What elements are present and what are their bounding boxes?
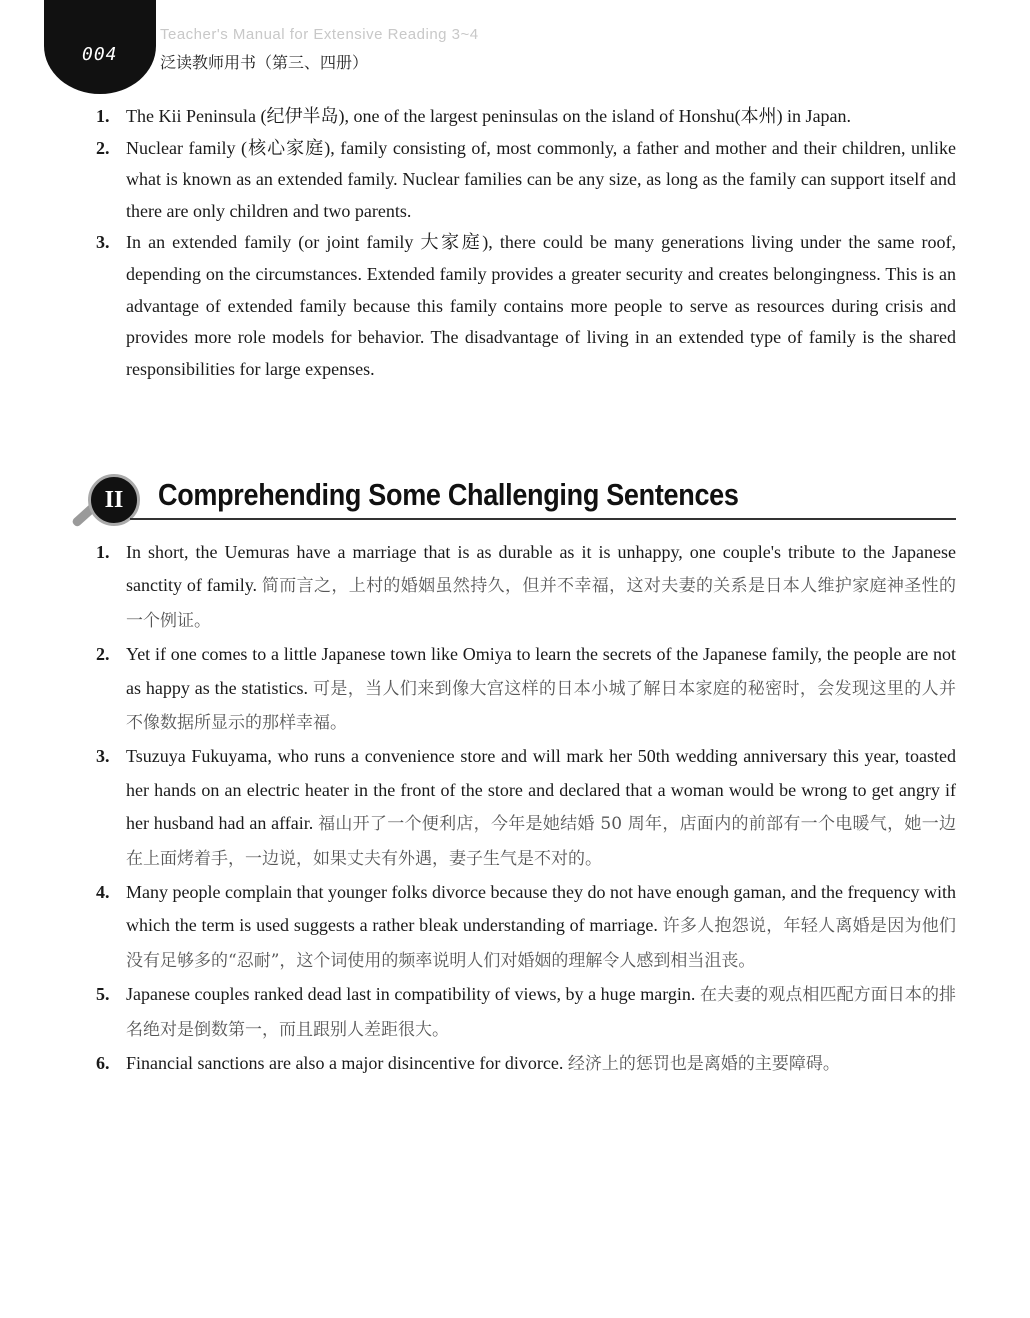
page-number: 004 [82,44,118,65]
sentence-item [96,1047,956,1081]
sentence-item [96,638,956,740]
sentence-item [96,978,956,1047]
sentence-english: In short, the Uemuras have a marriage that is as durable as it is unhappy, one couple's tribute to the Japanese sanctity of family. [126,542,956,596]
note-item [96,101,956,133]
note-number: 1. [96,106,110,126]
sentence-number: 1. [96,542,110,562]
running-title-english: Teacher's Manual for Extensive Reading 3~4 [160,26,479,43]
note-text: The Kii Peninsula (纪伊半岛), one of the largest peninsulas on the island of Honshu(本州) in Japan. [126,106,852,126]
running-title-chinese: 泛读教师用书（第三、四册） [160,53,369,72]
note-text: Nuclear family (核心家庭), family consisting of, most commonly, a father and mother and their children, unlike what is known as an extended family. Nuclear families can be any size, as long as the family can support itself and there are only children and two parents. [126,137,956,221]
sentence-chinese: 简而言之，上村的婚姻虽然持久，但并不幸福，这对夫妻的关系是日本人维护家庭神圣性的一个例证。 [126,576,957,631]
sentence-item [96,740,956,876]
note-item [96,227,956,385]
sentence-english: Financial sanctions are also a major disincentive for divorce. [126,1053,564,1074]
sentences-list [96,536,956,1082]
sentence-chinese: 福山开了一个便利店，今年是她结婚 50 周年，店面内的前部有一个电暖气，她一边在上面烤着手，一边说，如果丈夫有外遇，妻子生气是不对的。 [126,814,956,869]
sentence-number: 6. [96,1053,110,1074]
section-heading [70,470,956,526]
magnifier-icon: II [88,474,140,526]
sentence-item [96,876,956,978]
sentence-number: 3. [96,746,110,767]
notes-list [96,101,956,385]
sentence-english: Tsuzuya Fukuyama, who runs a convenience store and will mark her 50th wedding anniversary this year, toasted her hands on an electric heater in the front of the store and declared that a woman would be wrong to get angry if her husband had an affair. [126,746,956,834]
sentence-number: 2. [96,644,110,665]
note-number: 3. [96,232,110,253]
sentence-number: 5. [96,984,110,1005]
sentence-chinese: 许多人抱怨说，年轻人离婚是因为他们没有足够多的“忍耐”，这个词使用的频率说明人们对婚姻的理解令人感到相当沮丧。 [126,916,957,971]
note-number: 2. [96,137,110,158]
sentence-number: 4. [96,882,110,903]
sentence-chinese: 经济上的惩罚也是离婚的主要障碍。 [567,1054,840,1075]
sentence-english: Many people complain that younger folks divorce because they do not have enough gaman, and the frequency with which the term is used suggests a rather bleak understanding of marriage. [126,882,956,936]
section-title: Comprehending Some Challenging Sentences [158,478,739,512]
note-item [96,133,956,228]
sentence-item [96,536,956,638]
sentence-english: Yet if one comes to a little Japanese town like Omiya to learn the secrets of the Japanese family, the people are not as happy as the statistics. [126,644,956,698]
sentence-chinese: 在夫妻的观点相匹配方面日本的排名绝对是倒数第一，而且跟别人差距很大。 [126,985,957,1040]
sentence-chinese: 可是，当人们来到像大宫这样的日本小城了解日本家庭的秘密时，会发现这里的人并不像数据所显示的那样幸福。 [126,678,957,734]
heading-rule [130,518,956,520]
sentence-english: Japanese couples ranked dead last in compatibility of views, by a huge margin. [126,984,696,1005]
note-text: In an extended family (or joint family 大家庭), there could be many generations living under the same roof, depending on the circumstances. Extended family provides a greater security and creates belongingness. This is an advantage of extended family because this family contains more people to serve as resources during crisis and provides more role models for behavior. The disadvantage of living in an extended type of family is the shared responsibilities for large expenses. [126,232,956,379]
